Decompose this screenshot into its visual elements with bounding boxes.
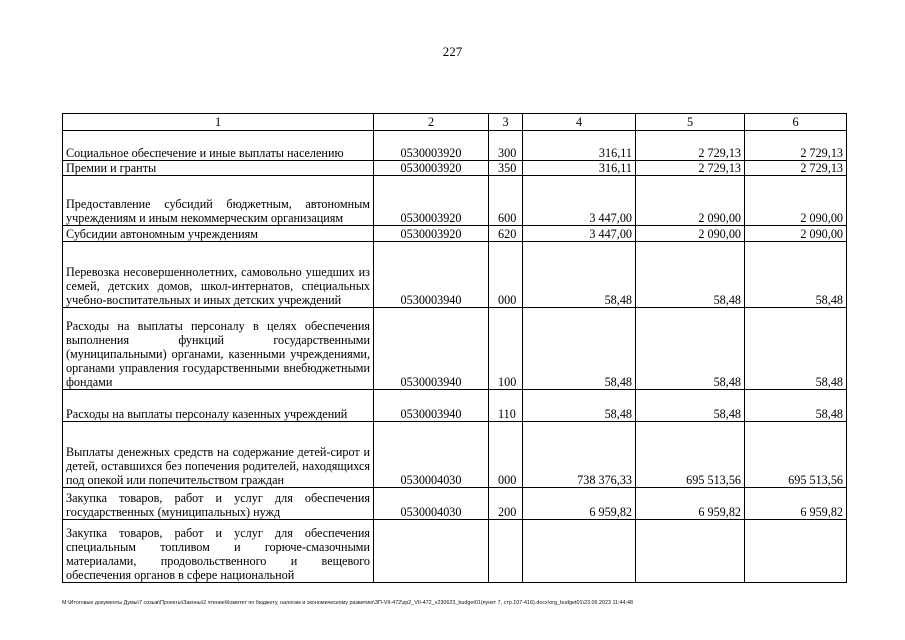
row-value-col5: 58,48	[636, 242, 745, 308]
row-value-col4: 58,48	[523, 242, 636, 308]
row-type-cell: 000	[489, 422, 523, 488]
row-value-col4: 316,11	[523, 161, 636, 176]
row-value-col6: 695 513,56	[745, 422, 847, 488]
table-header-row	[63, 114, 847, 131]
row-name-cell: Субсидии автономным учреждениям	[63, 226, 374, 242]
row-type-cell: 300	[489, 131, 523, 161]
row-value-col6: 2 729,13	[745, 131, 847, 161]
row-value-col6: 58,48	[745, 308, 847, 390]
table-row	[63, 520, 847, 583]
row-type-cell: 110	[489, 390, 523, 422]
row-name-cell: Закупка товаров, работ и услуг для обеспечения государственных (муниципальных) нужд	[63, 488, 374, 520]
row-type-cell: 200	[489, 488, 523, 520]
row-value-col6	[745, 520, 847, 583]
table-body	[63, 114, 847, 583]
row-value-col6: 2 090,00	[745, 176, 847, 226]
table-row	[63, 488, 847, 520]
row-code-cell: 0530003940	[374, 390, 489, 422]
row-type-cell	[489, 520, 523, 583]
header-cell: 5	[636, 114, 745, 131]
row-value-col4: 3 447,00	[523, 176, 636, 226]
file-path-footer: M:\Итоговые документы Думы\7 созыв\Проекты\Законы\2 чтение\Комитет по бюджету, налогам и экономическому развитию\ЗП-VII-472\zp2_VII-472_v230623_budget01(пункт 7, стр.107-416).docx\org_budget01\23.06.2023 11:44:48	[62, 600, 634, 606]
row-type-cell: 100	[489, 308, 523, 390]
row-value-col5: 2 090,00	[636, 176, 745, 226]
row-value-col4: 58,48	[523, 390, 636, 422]
row-name-cell: Расходы на выплаты персоналу казенных учреждений	[63, 390, 374, 422]
row-value-col4: 6 959,82	[523, 488, 636, 520]
row-value-col5: 58,48	[636, 308, 745, 390]
row-value-col4: 738 376,33	[523, 422, 636, 488]
table-row	[63, 308, 847, 390]
row-value-col5: 2 729,13	[636, 131, 745, 161]
row-value-col5	[636, 520, 745, 583]
row-name-cell: Премии и гранты	[63, 161, 374, 176]
table-row	[63, 390, 847, 422]
row-type-cell: 350	[489, 161, 523, 176]
table-row	[63, 226, 847, 242]
table-row	[63, 242, 847, 308]
row-code-cell: 0530004030	[374, 488, 489, 520]
row-value-col5: 695 513,56	[636, 422, 745, 488]
table-row	[63, 176, 847, 226]
row-name-cell: Социальное обеспечение и иные выплаты населению	[63, 131, 374, 161]
row-code-cell: 0530003920	[374, 161, 489, 176]
table-row	[63, 161, 847, 176]
row-value-col5: 58,48	[636, 390, 745, 422]
row-value-col6: 58,48	[745, 390, 847, 422]
row-code-cell	[374, 520, 489, 583]
row-type-cell: 600	[489, 176, 523, 226]
row-value-col5: 2 729,13	[636, 161, 745, 176]
row-code-cell: 0530003940	[374, 308, 489, 390]
row-value-col4: 58,48	[523, 308, 636, 390]
row-value-col4: 3 447,00	[523, 226, 636, 242]
row-type-cell: 000	[489, 242, 523, 308]
row-value-col5: 2 090,00	[636, 226, 745, 242]
row-name-cell: Предоставление субсидий бюджетным, автономным учреждениям и иным некоммерческим организациям	[63, 176, 374, 226]
table-row	[63, 131, 847, 161]
row-value-col6: 2 090,00	[745, 226, 847, 242]
header-cell: 2	[374, 114, 489, 131]
row-code-cell: 0530003920	[374, 226, 489, 242]
row-value-col5: 6 959,82	[636, 488, 745, 520]
row-value-col6: 58,48	[745, 242, 847, 308]
row-code-cell: 0530004030	[374, 422, 489, 488]
row-code-cell: 0530003920	[374, 131, 489, 161]
row-code-cell: 0530003940	[374, 242, 489, 308]
row-value-col6: 2 729,13	[745, 161, 847, 176]
row-name-cell: Закупка товаров, работ и услуг для обеспечения специальным топливом и горюче-смазочными материалами, продовольственного и вещевого обеспечения органов в сфере национальной	[63, 520, 374, 583]
row-value-col4: 316,11	[523, 131, 636, 161]
table-row	[63, 422, 847, 488]
budget-table	[62, 113, 847, 583]
row-value-col6: 6 959,82	[745, 488, 847, 520]
header-cell: 4	[523, 114, 636, 131]
header-cell: 6	[745, 114, 847, 131]
row-name-cell: Расходы на выплаты персоналу в целях обеспечения выполнения функций государственными (муниципальными) органами, казенными учреждениями, органами управления государственными внебюджетными фондами	[63, 308, 374, 390]
row-name-cell: Перевозка несовершеннолетних, самовольно ушедших из семей, детских домов, школ-интернатов, специальных учебно-воспитательных и иных детских учреждений	[63, 242, 374, 308]
row-code-cell: 0530003920	[374, 176, 489, 226]
row-value-col4	[523, 520, 636, 583]
header-cell: 1	[63, 114, 374, 131]
row-name-cell: Выплаты денежных средств на содержание детей-сирот и детей, оставшихся без попечения родителей, находящихся под опекой или попечительством граждан	[63, 422, 374, 488]
page-number: 227	[442, 44, 463, 59]
header-cell: 3	[489, 114, 523, 131]
row-type-cell: 620	[489, 226, 523, 242]
